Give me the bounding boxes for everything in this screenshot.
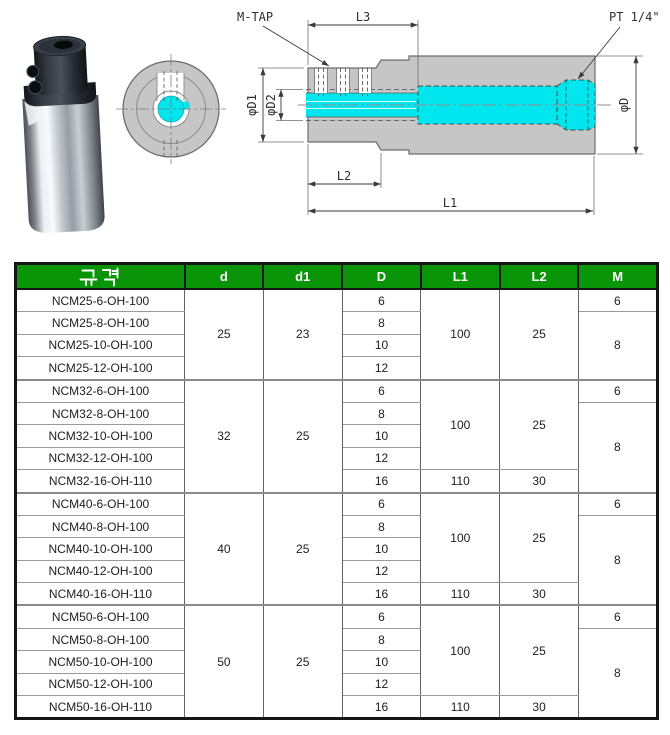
spec-cell: NCM50-10-OH-100 — [16, 651, 185, 673]
label-l2: L2 — [336, 169, 352, 183]
M-cell: 8 — [578, 312, 657, 380]
L1-cell: 100 — [421, 605, 500, 695]
spec-table — [14, 262, 659, 720]
L2-cell: 30 — [500, 696, 579, 719]
label-phi-d1: φD1 — [245, 94, 259, 116]
spec-cell: NCM50-6-OH-100 — [16, 605, 185, 628]
spec-cell: NCM40-6-OH-100 — [16, 493, 185, 516]
D-cell: 12 — [342, 673, 421, 695]
header-d: d — [185, 264, 264, 290]
spec-cell: NCM40-16-OH-110 — [16, 583, 185, 606]
photo-set-screw-2 — [28, 81, 42, 95]
section-view — [237, 10, 660, 215]
table-row — [16, 380, 658, 403]
D-cell: 12 — [342, 560, 421, 582]
M-cell: 8 — [578, 515, 657, 605]
D-cell: 10 — [342, 425, 421, 447]
L1-cell: 100 — [421, 380, 500, 470]
L1-cell: 110 — [421, 696, 500, 719]
spec-cell: NCM25-10-OH-100 — [16, 334, 185, 356]
product-photo — [19, 35, 105, 234]
D-cell: 6 — [342, 380, 421, 403]
spec-cell: NCM32-12-OH-100 — [16, 447, 185, 469]
spec-cell: NCM50-16-OH-110 — [16, 696, 185, 719]
L1-cell: 110 — [421, 470, 500, 493]
header-d1: d1 — [263, 264, 342, 290]
D-cell: 8 — [342, 515, 421, 537]
d-cell: 50 — [185, 605, 264, 718]
table-row — [16, 605, 658, 628]
M-cell: 6 — [578, 289, 657, 312]
D-cell: 16 — [342, 696, 421, 719]
L1-cell: 110 — [421, 583, 500, 606]
header-spec — [16, 264, 185, 290]
header-D: D — [342, 264, 421, 290]
section-thread-marks — [315, 68, 372, 96]
D-cell: 6 — [342, 289, 421, 312]
spec-table-body — [16, 289, 658, 719]
M-cell: 8 — [578, 402, 657, 492]
header-M: M — [578, 264, 657, 290]
label-l3: L3 — [355, 10, 371, 24]
label-phi-d2: φD2 — [264, 94, 278, 116]
spec-cell: NCM50-8-OH-100 — [16, 628, 185, 650]
d1-cell: 25 — [263, 605, 342, 718]
spec-cell: NCM50-12-OH-100 — [16, 673, 185, 695]
d-cell: 40 — [185, 493, 264, 606]
D-cell: 8 — [342, 402, 421, 424]
d-cell: 32 — [185, 380, 264, 493]
d1-cell: 23 — [263, 289, 342, 380]
D-cell: 8 — [342, 312, 421, 334]
spec-cell: NCM40-10-OH-100 — [16, 538, 185, 560]
M-cell: 6 — [578, 605, 657, 628]
spec-cell: NCM40-12-OH-100 — [16, 560, 185, 582]
D-cell: 10 — [342, 538, 421, 560]
spec-cell: NCM32-6-OH-100 — [16, 380, 185, 403]
D-cell: 10 — [342, 651, 421, 673]
D-cell: 6 — [342, 605, 421, 628]
header-L1: L1 — [421, 264, 500, 290]
d1-cell: 25 — [263, 493, 342, 606]
technical-drawing — [0, 0, 670, 258]
D-cell: 12 — [342, 447, 421, 469]
label-pt-quarter: PT 1/4" — [609, 10, 660, 24]
table-row — [16, 493, 658, 516]
label-phi-d: φD — [617, 97, 631, 113]
L1-cell: 100 — [421, 289, 500, 380]
spec-cell: NCM32-8-OH-100 — [16, 402, 185, 424]
L2-cell: 25 — [500, 493, 579, 583]
spec-cell: NCM25-6-OH-100 — [16, 289, 185, 312]
spec-cell: NCM25-12-OH-100 — [16, 357, 185, 380]
header-row — [16, 264, 658, 290]
spec-header-korean-glyphs — [79, 267, 121, 287]
top-view — [116, 54, 226, 164]
D-cell: 10 — [342, 334, 421, 356]
M-cell: 8 — [578, 628, 657, 719]
d1-cell: 25 — [263, 380, 342, 493]
D-cell: 16 — [342, 470, 421, 493]
spec-cell: NCM40-8-OH-100 — [16, 515, 185, 537]
d-cell: 25 — [185, 289, 264, 380]
label-l1: L1 — [442, 196, 458, 210]
photo-set-screw-1 — [27, 65, 40, 78]
spec-cell: NCM32-16-OH-110 — [16, 470, 185, 493]
header-L2: L2 — [500, 264, 579, 290]
D-cell: 8 — [342, 628, 421, 650]
D-cell: 16 — [342, 583, 421, 606]
D-cell: 6 — [342, 493, 421, 516]
M-cell: 6 — [578, 380, 657, 403]
L2-cell: 25 — [500, 289, 579, 380]
M-cell: 6 — [578, 493, 657, 516]
L1-cell: 100 — [421, 493, 500, 583]
D-cell: 12 — [342, 357, 421, 380]
L2-cell: 25 — [500, 380, 579, 470]
spec-table-header — [16, 264, 658, 290]
L2-cell: 30 — [500, 470, 579, 493]
label-m-tap: M-TAP — [237, 10, 274, 24]
spec-cell: NCM25-8-OH-100 — [16, 312, 185, 334]
L2-cell: 30 — [500, 583, 579, 606]
table-row — [16, 289, 658, 312]
L2-cell: 25 — [500, 605, 579, 695]
spec-cell: NCM32-10-OH-100 — [16, 425, 185, 447]
